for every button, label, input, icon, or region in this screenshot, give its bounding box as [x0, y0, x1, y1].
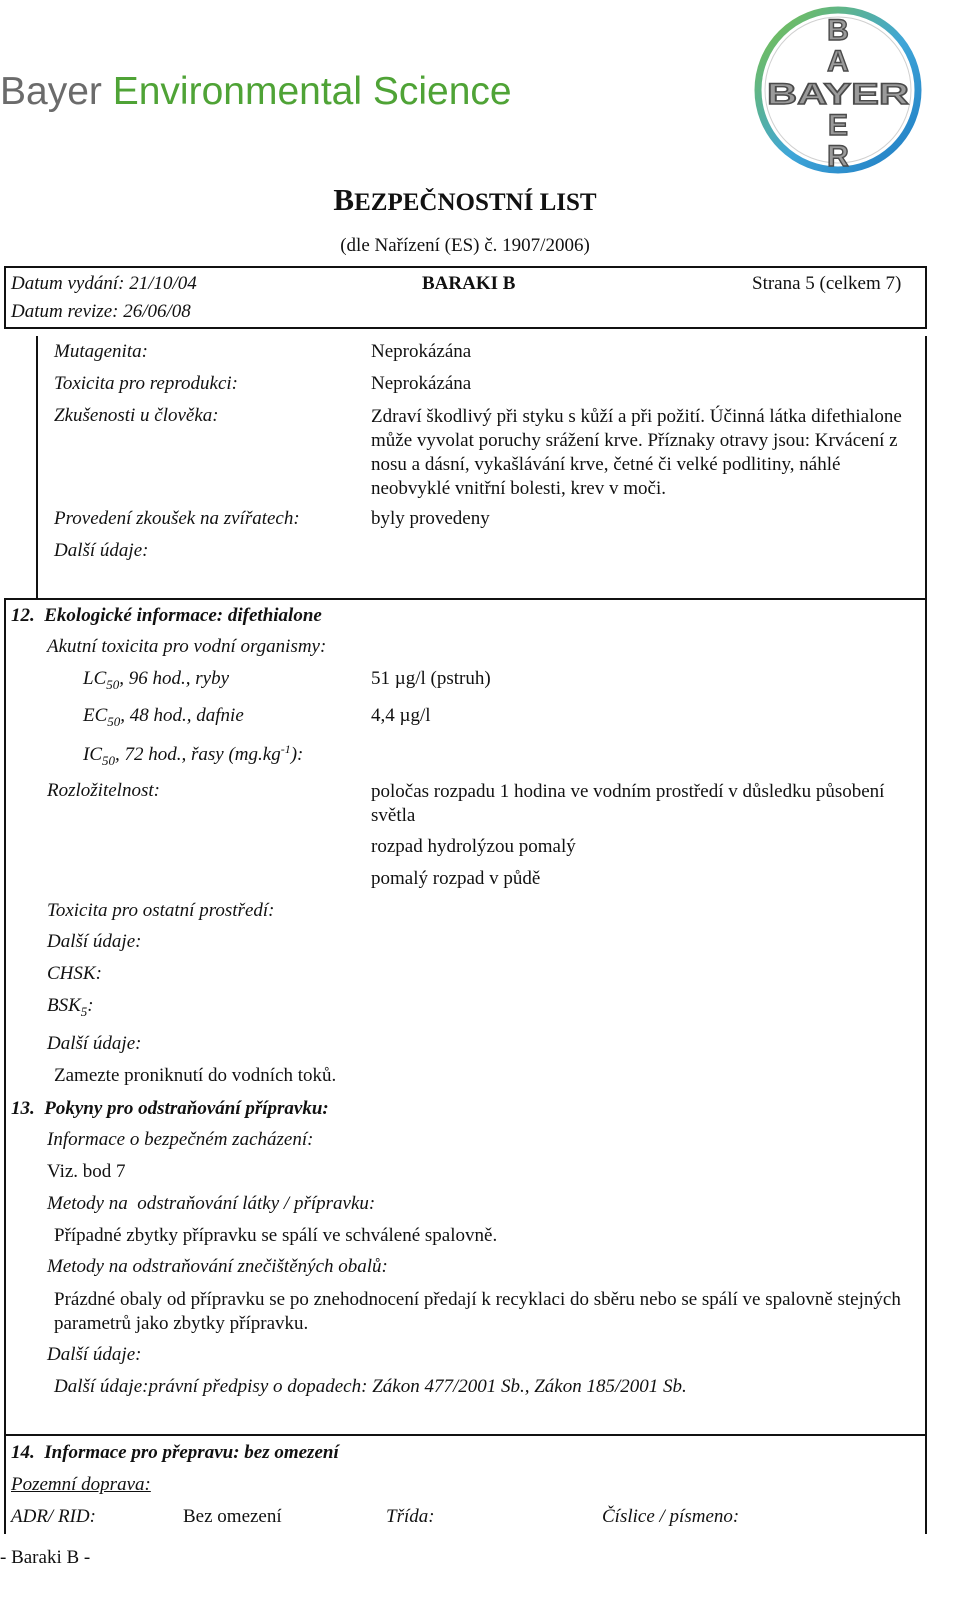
section-12-heading — [11, 605, 322, 627]
bsk-prefix: BSK — [47, 995, 81, 1016]
lc50-suffix: , 96 hod., ryby — [119, 668, 230, 689]
safe-handling-label: Informace o bezpečném zacházení: — [47, 1129, 314, 1150]
document-title — [0, 182, 930, 218]
document-title-initial: B — [333, 182, 355, 217]
page-indicator: Strana 5 (celkem 7) — [752, 273, 902, 294]
ic50-label — [83, 742, 303, 769]
body-frame-left-bottom — [4, 1435, 6, 1534]
logo-letter-r-bottom: R — [827, 140, 849, 173]
section-14-number: 14. — [11, 1442, 35, 1463]
bsk-subscript: 5 — [80, 1004, 88, 1019]
lc50-subscript: 50 — [106, 677, 120, 692]
section-14-title: Informace pro přepravu: bez omezení — [44, 1442, 339, 1463]
water-protection-note: Zamezte proniknutí do vodních toků. — [54, 1065, 337, 1086]
lc50-prefix: LC — [83, 668, 107, 689]
adr-rid-value: Bez omezení — [183, 1506, 282, 1527]
ic50-prefix: IC — [83, 744, 102, 765]
lc50-label — [83, 668, 229, 693]
header-box-top — [4, 266, 927, 268]
bayer-cross-logo — [752, 4, 924, 176]
section-13-heading — [11, 1098, 329, 1120]
mutagenicity-label: Mutagenita: — [54, 341, 148, 362]
number-letter-label: Číslice / písmeno: — [602, 1506, 740, 1527]
header-box-left — [4, 266, 6, 329]
degradability-value-3: pomalý rozpad v půdě — [371, 868, 541, 889]
brand-logo-text — [0, 70, 512, 114]
ic50-superscript: -1 — [280, 742, 291, 756]
body-frame-right-upper — [925, 336, 927, 600]
disposal-methods-label: Metody na odstraňování látky / přípravku: — [47, 1193, 376, 1214]
section-12-number: 12. — [11, 605, 35, 626]
reproductive-toxicity-label: Toxicita pro reprodukci: — [54, 373, 238, 394]
logo-letter-b-top: B — [827, 14, 849, 47]
other-info-label-s12b: Další údaje: — [47, 1033, 142, 1054]
ec50-subscript: 50 — [107, 714, 121, 729]
body-frame-right-lower — [925, 600, 927, 1534]
brand-division: Environmental Science — [112, 70, 512, 113]
header-box-right — [925, 266, 927, 329]
degradability-value-1: poločas rozpadu 1 hodina ve vodním prostředí v důsledku působení světla — [371, 781, 885, 826]
other-info-label-s12a: Další údaje: — [47, 931, 142, 952]
lc50-value: 51 µg/l (pstruh) — [371, 668, 491, 689]
brand-name: Bayer — [0, 70, 102, 113]
section-12-title: Ekologické informace: difethialone — [44, 605, 322, 626]
product-name: BARAKI B — [422, 273, 516, 294]
animal-testing-label: Provedení zkoušek na zvířatech: — [54, 508, 300, 529]
revision-date: Datum revize: 26/06/08 — [11, 301, 191, 322]
header-box-bottom — [4, 327, 927, 329]
footer-product-name: - Baraki B - — [0, 1547, 91, 1568]
packaging-disposal-label: Metody na odstraňování znečištěných obalů: — [47, 1256, 388, 1277]
degradability-value-2: rozpad hydrolýzou pomalý — [371, 836, 576, 857]
safe-handling-value: Viz. bod 7 — [47, 1161, 126, 1182]
class-label: Třída: — [386, 1506, 435, 1527]
packaging-disposal-value: Prázdné obaly od přípravku se po znehodnocení předají k recyklaci do sběru nebo se spálí ve spalovně stejných parametrů jako zbytky přípravku. — [54, 1289, 901, 1334]
ec50-value: 4,4 µg/l — [371, 705, 431, 726]
section-13-title: Pokyny pro odstraňování přípravku: — [44, 1098, 329, 1119]
section-13-number: 13. — [11, 1098, 35, 1119]
logo-letter-a-top: A — [827, 45, 849, 78]
bsk5-label — [47, 995, 94, 1020]
animal-testing-value: byly provedeny — [371, 508, 490, 529]
degradability-label: Rozložitelnost: — [47, 780, 160, 801]
ic50-subscript: 50 — [102, 753, 115, 768]
section-divider-12 — [4, 598, 927, 600]
ec50-label — [83, 705, 244, 730]
section-14-heading — [11, 1442, 339, 1464]
ec50-suffix: , 48 hod., dafnie — [120, 705, 244, 726]
logo-letter-e-bottom: E — [827, 109, 849, 142]
adr-rid-label: ADR/ RID: — [11, 1506, 96, 1527]
issue-date: Datum vydání: 21/10/04 — [11, 273, 197, 294]
aquatic-toxicity-label: Akutní toxicita pro vodní organismy: — [47, 636, 327, 657]
reproductive-toxicity-value: Neprokázána — [371, 373, 472, 394]
ic50-end: ): — [290, 744, 304, 765]
legal-regulations: Další údaje:právní předpisy o dopadech: Zákon 477/2001 Sb., Zákon 185/2001 Sb. — [54, 1376, 687, 1397]
mutagenicity-value: Neprokázána — [371, 341, 472, 362]
human-experience-label: Zkušenosti u člověka: — [54, 405, 219, 426]
land-transport-label: Pozemní doprava: — [11, 1474, 151, 1495]
other-info-label-s13: Další údaje: — [47, 1344, 142, 1365]
logo-horizontal-word: BAYER — [767, 78, 910, 111]
other-env-toxicity-label: Toxicita pro ostatní prostředí: — [47, 900, 275, 921]
human-experience-value: Zdraví škodlivý při styku s kůží a při požití. Účinná látka difethialone může vyvolat poruchy srážení krve. Příznaky otravy jsou: Krvácení z nosu a dásní, vykašlávání krve, četné či velké podlitiny, náhlé neobvyklé vnitřní bolesti, krev v moči. — [371, 406, 902, 499]
body-frame-left-upper — [36, 336, 38, 600]
bsk-suffix: : — [87, 995, 94, 1016]
body-frame-left-lower — [4, 600, 6, 1435]
document-title-rest: EZPEČNOSTNÍ LIST — [354, 189, 597, 216]
chsk-label: CHSK: — [47, 963, 102, 984]
ic50-middle: , 72 hod., řasy (mg.kg — [115, 744, 281, 765]
ec50-prefix: EC — [83, 705, 108, 726]
other-info-label-s11: Další údaje: — [54, 540, 149, 561]
regulation-reference: (dle Nařízení (ES) č. 1907/2006) — [340, 235, 590, 256]
section-divider-14 — [4, 1434, 927, 1436]
disposal-methods-value: Případné zbytky přípravku se spálí ve schválené spalovně. — [54, 1225, 498, 1246]
